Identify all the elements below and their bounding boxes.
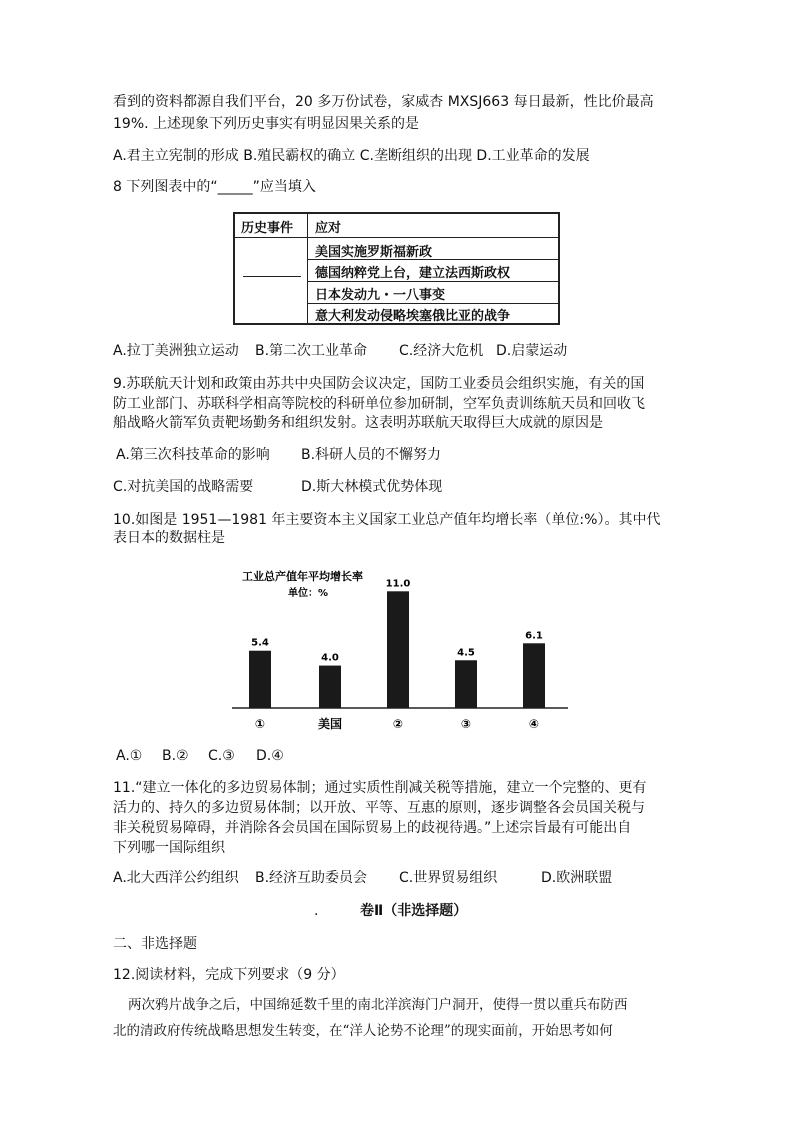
- chart-value-label: 4.5: [457, 647, 475, 659]
- chart-value-label: 6.1: [525, 630, 543, 642]
- chart-category-label: ④: [528, 717, 540, 731]
- chart-value-label: 5.4: [251, 637, 269, 649]
- q9-line-1: 9.苏联航天计划和政策由苏共中央国防会议决定，国防工业委员会组织实施，有关的国: [113, 376, 645, 392]
- q10-line-2: 表日本的数据柱是: [113, 530, 225, 546]
- q8-option-a: A.拉丁美洲独立运动: [113, 343, 239, 359]
- chart-bar: [455, 660, 477, 708]
- q11-option-d: D.欧洲联盟: [541, 870, 613, 886]
- chart-category-label: 美国: [317, 717, 343, 731]
- chart-bar: [523, 643, 545, 708]
- table-header-event: 历史事件: [241, 221, 294, 236]
- chart-bar: [249, 651, 271, 708]
- chart-category-label: ③: [460, 717, 472, 731]
- q10-option-c: C.③: [208, 748, 235, 764]
- q9-option-c: C.对抗美国的战略需要: [113, 479, 254, 495]
- history-table: [233, 212, 560, 325]
- table-row: 意大利发动侵略埃塞俄比亚的战争: [315, 309, 511, 324]
- chart-bar: [319, 666, 341, 708]
- chart-category-label: ②: [392, 717, 404, 731]
- chart-bar: [387, 591, 409, 708]
- q10-option-b: B.②: [162, 748, 189, 764]
- q11-line-3: 非关税贸易障碍，并消除各会员国在国际贸易上的歧视待遇。”上述宗旨最有可能出自: [113, 820, 632, 836]
- q11-line-1: 11.“建立一体化的多边贸易体制；通过实质性削减关税等措施，建立一个完整的、更有: [113, 780, 647, 796]
- table-row: 美国实施罗斯福新政: [315, 245, 433, 260]
- q9-option-a: A.第三次科技革命的影响: [116, 447, 270, 463]
- table-row-divider: [308, 259, 558, 260]
- q9-line-2: 防工业部门、苏联科学相高等院校的科研单位参加研制，空军负责训练航天员和回收飞: [113, 396, 645, 412]
- q10-option-d: D.④: [256, 748, 284, 764]
- q9-option-d: D.斯大林模式优势体现: [301, 479, 443, 495]
- text-line-1: 看到的资料都源自我们平台，20 多万份试卷，家威杏 MXSJ663 每日最新，性比价最高: [113, 94, 654, 110]
- table-row: 日本发动九・一八事变: [315, 288, 446, 303]
- passage-line-1: 两次鸦片战争之后，中国绵延数千里的南北洋滨海门户洞开，使得一贯以重兵布防西: [128, 997, 628, 1013]
- chart-subtitle: 单位：%: [288, 588, 329, 599]
- text-line-2: 19%. 上述现象下列历史事实有明显因果关系的是: [113, 116, 420, 132]
- q7-options: A.君主立宪制的形成 B.殖民霸权的确立 C.垄断组织的出现 D.工业革命的发展: [113, 148, 590, 164]
- q8-option-c: C.经济大危机: [399, 343, 484, 359]
- stray-dot: .: [314, 903, 319, 919]
- q11-option-a: A.北大西洋公约组织: [113, 870, 239, 886]
- q10-line-1: 10.如图是 1951—1981 年主要资本主义国家工业总产值年均增长率（单位:%）。其中代: [113, 512, 661, 528]
- chart-title: 工业总产值年平均增长率: [242, 570, 363, 583]
- q11-line-4: 下列哪一国际组织: [113, 840, 225, 856]
- chart-value-label: 4.0: [321, 652, 339, 664]
- passage-line-2: 北的清政府传统战略思想发生转变，在“洋人论势不论理”的现实面前，开始思考如何: [113, 1023, 613, 1039]
- part2-title: 卷Ⅱ（非选择题）: [360, 903, 468, 919]
- table-header-response: 应对: [315, 221, 342, 236]
- q11-option-b: B.经济互助委员会: [255, 870, 368, 886]
- q8-stem: 8 下列图表中的“_____”应当填入: [113, 179, 316, 195]
- table-blank-line: [243, 276, 301, 277]
- chart-category-label: ①: [254, 717, 266, 731]
- q8-option-d: D.启蒙运动: [496, 343, 568, 359]
- q12-stem: 12.阅读材料，完成下列要求（9 分）: [113, 967, 345, 983]
- table-row-divider: [308, 303, 558, 304]
- q9-line-3: 船战略火箭军负责靶场勤务和组织发射。这表明苏联航天取得巨大成就的原因是: [113, 415, 603, 431]
- q11-option-c: C.世界贸易组织: [399, 870, 498, 886]
- table-row-divider: [308, 281, 558, 282]
- growth-rate-bar-chart: [230, 558, 570, 738]
- q11-line-2: 活力的、持久的多边贸易体制；以开放、平等、互惠的原则，逐步调整各会员国关税与: [113, 800, 645, 816]
- section-heading: 二、非选择题: [113, 936, 197, 952]
- q8-option-b: B.第二次工业革命: [255, 343, 368, 359]
- q9-option-b: B.科研人员的不懈努力: [301, 447, 442, 463]
- table-row: 德国纳粹党上台，建立法西斯政权: [315, 266, 511, 281]
- chart-value-label: 11.0: [385, 578, 411, 590]
- q10-option-a: A.①: [116, 748, 143, 764]
